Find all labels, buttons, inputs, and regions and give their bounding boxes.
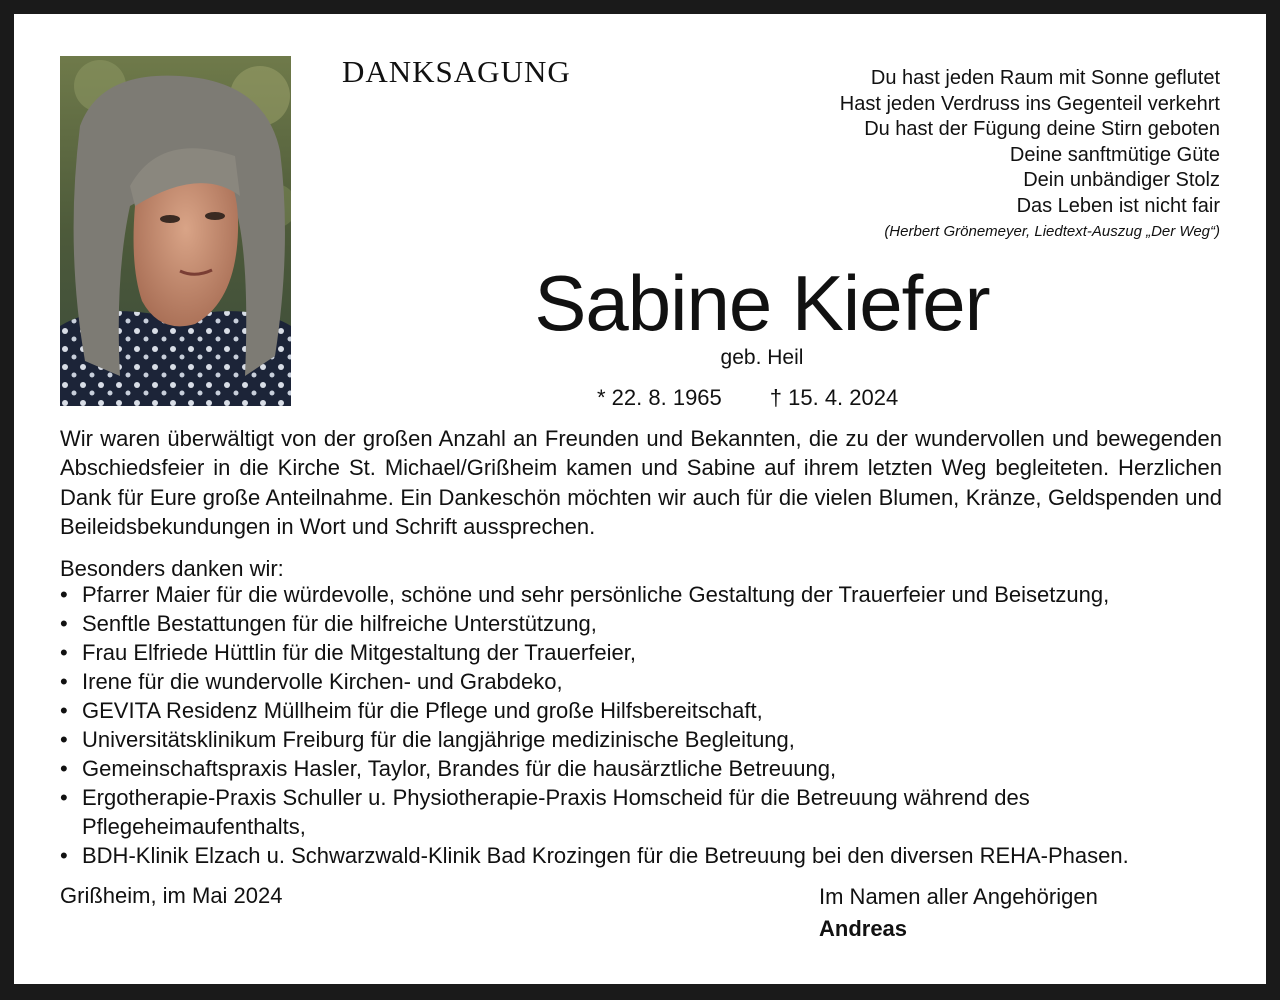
list-item: • Ergotherapie-Praxis Schuller u. Physiotherapie-Praxis Homscheid für die Betreuung während des Pflegeheimaufenthalts, (60, 783, 1240, 841)
life-dates (597, 384, 898, 412)
list-item: • Gemeinschaftspraxis Hasler, Taylor, Brandes für die hausärztliche Betreuung, (60, 754, 1240, 783)
on-behalf-line: Im Namen aller Angehörigen (819, 884, 1098, 909)
signature-block (819, 881, 1098, 945)
poem-source: (Herbert Grönemeyer, Liedtext-Auszug „Der Weg“) (884, 222, 1220, 240)
document-heading: DANKSAGUNG (342, 54, 571, 89)
list-item: • Frau Elfriede Hüttlin für die Mitgestaltung der Trauerfeier, (60, 638, 1240, 667)
birth-date: * 22. 8. 1965 (597, 385, 722, 410)
gratitude-paragraph: Wir waren überwältigt von der großen Anzahl an Freunden und Bekannten, die zu der wundervollen und bewegenden Abschiedsfeier in die Kirche St. Michael/Grißheim kamen und Sabine auf ihrem letzten Weg begleiteten. Herzlichen Dank für Eure große Anteilnahme. Ein Dankeschön möchten wir auch für die vielen Blumen, Kränze, Geldspenden und Beileidsbekundungen in Wort und Schrift aussprechen. (60, 426, 1222, 539)
poem-line: Deine sanftmütige Güte (1009, 143, 1220, 166)
poem-line: Hast jeden Verdruss ins Gegenteil verkehrt (839, 92, 1220, 115)
poem-quote (840, 66, 1220, 244)
thanks-list (60, 580, 1240, 870)
deceased-name: Sabine Kiefer (534, 259, 990, 347)
death-date: † 15. 4. 2024 (769, 385, 899, 410)
list-item: • Universitätsklinikum Freiburg für die langjährige medizinische Begleitung, (60, 725, 1240, 754)
poem-line: Dein unbändiger Stolz (1023, 169, 1220, 192)
list-item: • Irene für die wundervolle Kirchen- und Grabdeko, (60, 667, 1240, 696)
obituary-card (14, 14, 1266, 984)
thanks-intro: Besonders danken wir: (60, 556, 284, 581)
list-item: • Senftle Bestattungen für die hilfreiche Unterstützung, (60, 609, 1240, 638)
poem-line: Du hast jeden Raum mit Sonne geflutet (870, 67, 1220, 89)
place-date: Grißheim, im Mai 2024 (60, 883, 283, 908)
list-item: • Pfarrer Maier für die würdevolle, schöne und sehr persönliche Gestaltung der Trauerfeier und Beisetzung, (60, 580, 1240, 609)
list-item: • BDH-Klinik Elzach u. Schwarzwald-Klinik Bad Krozingen für die Betreuung bei den diversen REHA-Phasen. (60, 841, 1240, 870)
poem-line: Das Leben ist nicht fair (1016, 194, 1220, 217)
signer-name: Andreas (819, 916, 908, 941)
list-item: • GEVITA Residenz Müllheim für die Pflege und große Hilfsbereitschaft, (60, 696, 1240, 725)
poem-line: Du hast der Fügung deine Stirn geboten (864, 118, 1220, 141)
maiden-name: geb. Heil (720, 346, 804, 369)
